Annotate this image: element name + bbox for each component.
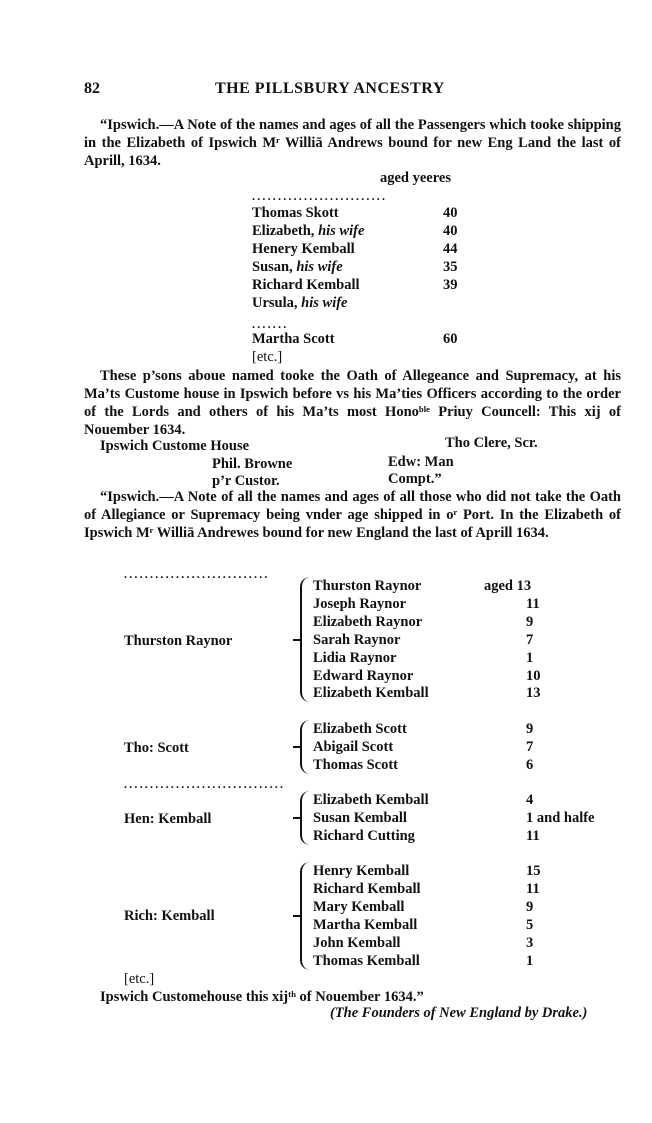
dotted-rule: ............................... bbox=[124, 777, 286, 791]
passenger-role: his wife bbox=[318, 223, 365, 239]
member-age: 3 bbox=[526, 935, 534, 951]
signature-custor: p’r Custor. bbox=[212, 473, 280, 489]
member-name: Susan Kemball bbox=[313, 810, 407, 826]
group-head: Hen: Kemball bbox=[124, 811, 212, 827]
member-name: Abigail Scott bbox=[313, 739, 394, 755]
group-head: Rich: Kemball bbox=[124, 908, 215, 924]
member-name: Martha Kemball bbox=[313, 917, 418, 933]
brace bbox=[300, 720, 312, 774]
member-name: Thomas Kemball bbox=[313, 953, 420, 969]
passenger-age: 35 bbox=[443, 259, 458, 275]
member-age: 6 bbox=[526, 757, 534, 773]
signature-place: Ipswich Custome House bbox=[100, 438, 250, 454]
group-head: Tho: Scott bbox=[124, 740, 189, 756]
member-age: 1 bbox=[526, 953, 534, 969]
member-age: 10 bbox=[526, 668, 541, 684]
signature-clerk: Tho Clere, Scr. bbox=[445, 435, 538, 451]
brace bbox=[300, 791, 312, 845]
dotted-rule: ............................ bbox=[124, 567, 270, 581]
passenger-name: Ursula, his wife bbox=[252, 295, 348, 311]
member-name: Edward Raynor bbox=[313, 668, 414, 684]
dotted-rule: .......................... bbox=[252, 189, 388, 203]
signature-man: Edw: Man bbox=[388, 454, 454, 470]
signature-compt: Compt.” bbox=[388, 471, 442, 487]
passenger-name: Thomas Skott bbox=[252, 205, 339, 221]
member-age: aged 13 bbox=[484, 578, 532, 594]
passenger-role: his wife bbox=[296, 259, 343, 275]
source-citation: (The Founders of New England by Drake.) bbox=[330, 1005, 588, 1021]
passenger-age: 60 bbox=[443, 331, 458, 347]
passenger-name: Susan, his wife bbox=[252, 259, 343, 275]
member-age: 7 bbox=[526, 739, 534, 755]
member-name: Mary Kemball bbox=[313, 899, 405, 915]
etc-marker: [etc.] bbox=[252, 349, 283, 365]
running-title: THE PILLSBURY ANCESTRY bbox=[215, 80, 445, 97]
member-name: Elizabeth Kemball bbox=[313, 792, 429, 808]
passenger-age: 44 bbox=[443, 241, 458, 257]
member-age: 11 bbox=[526, 828, 540, 844]
dotted-rule: ....... bbox=[252, 317, 289, 331]
brace bbox=[300, 862, 312, 970]
member-name: Richard Cutting bbox=[313, 828, 415, 844]
member-name: Thomas Scott bbox=[313, 757, 398, 773]
oath-paragraph: These p’sons aboue named tooke the Oath of Allegeance and Supremacy, at his Ma’ts Custome house in Ipswich before vs his Ma’ties Officers according to the order of the Lords and others of his Ma’ts most Honoᵇˡᵉ Priuy Councell: This xij of Nouember 1634. bbox=[84, 368, 621, 438]
member-age: 11 bbox=[526, 596, 540, 612]
first-note-intro: “Ipswich.—A Note of the names and ages of all the Passengers which tooke shipping in the Elizabeth of Ipswich Mʳ Williā Andrews bound for new Eng Land the last of Aprill, 1634. bbox=[84, 117, 621, 169]
member-age: 5 bbox=[526, 917, 534, 933]
member-age: 11 bbox=[526, 881, 540, 897]
passenger-age: 39 bbox=[443, 277, 458, 293]
brace bbox=[300, 577, 312, 702]
member-age: 1 bbox=[526, 650, 534, 666]
closing-line: Ipswich Customehouse this xijᵗʰ of Nouember 1634.” bbox=[100, 989, 424, 1005]
member-age: 1 and halfe bbox=[526, 810, 595, 826]
passenger-age: 40 bbox=[443, 223, 458, 239]
member-age: 9 bbox=[526, 614, 534, 630]
member-name: Thurston Raynor bbox=[313, 578, 422, 594]
group-head: Thurston Raynor bbox=[124, 633, 233, 649]
member-name: John Kemball bbox=[313, 935, 401, 951]
passenger-name: Richard Kemball bbox=[252, 277, 360, 293]
second-note-intro: “Ipswich.—A Note of all the names and ages of all those who did not take the Oath of Allegiance or Supremacy being vnder age shipped in oʳ Port. In the Elizabeth of Ipswich Mʳ Williā Andrewes bound for new England the last of Aprill 1634. bbox=[84, 489, 621, 541]
member-age: 9 bbox=[526, 899, 534, 915]
member-age: 13 bbox=[526, 685, 541, 701]
member-name: Henry Kemball bbox=[313, 863, 410, 879]
member-name: Joseph Raynor bbox=[313, 596, 407, 612]
member-name: Elizabeth Kemball bbox=[313, 685, 429, 701]
passenger-role: his wife bbox=[301, 295, 348, 311]
signature-browne: Phil. Browne bbox=[212, 456, 293, 472]
passenger-name: Martha Scott bbox=[252, 331, 335, 347]
member-age: 7 bbox=[526, 632, 534, 648]
age-heading: aged yeeres bbox=[380, 170, 451, 186]
member-age: 4 bbox=[526, 792, 534, 808]
member-name: Sarah Raynor bbox=[313, 632, 401, 648]
member-name: Elizabeth Raynor bbox=[313, 614, 423, 630]
passenger-age: 40 bbox=[443, 205, 458, 221]
member-name: Richard Kemball bbox=[313, 881, 421, 897]
page-number: 82 bbox=[84, 80, 100, 97]
member-age: 9 bbox=[526, 721, 534, 737]
passenger-name: Elizabeth, his wife bbox=[252, 223, 365, 239]
passenger-name: Henery Kemball bbox=[252, 241, 355, 257]
member-name: Elizabeth Scott bbox=[313, 721, 407, 737]
member-age: 15 bbox=[526, 863, 541, 879]
member-name: Lidia Raynor bbox=[313, 650, 397, 666]
etc-marker: [etc.] bbox=[124, 971, 155, 987]
